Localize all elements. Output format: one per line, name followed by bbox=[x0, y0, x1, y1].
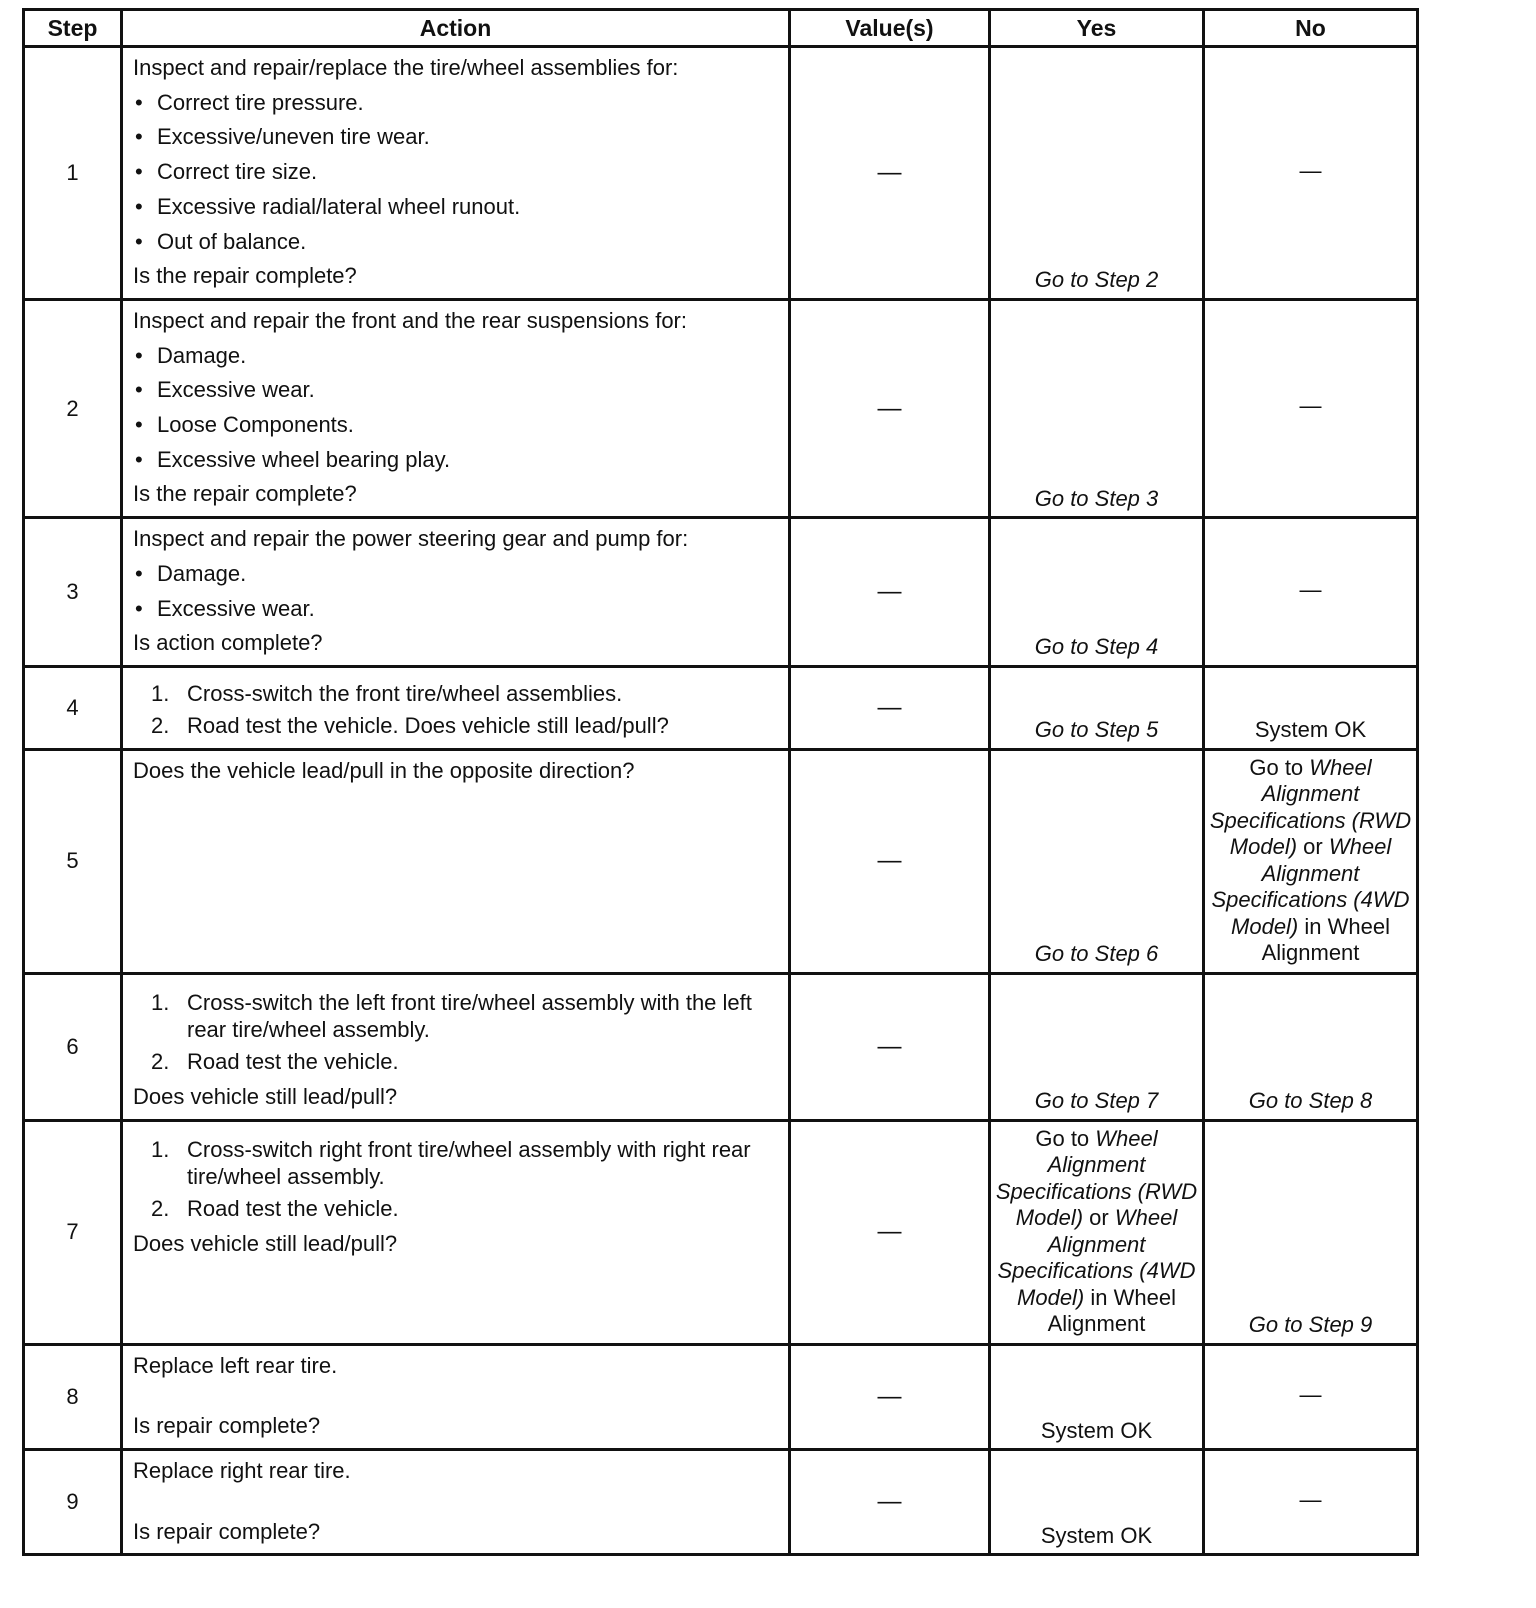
yes-cell bbox=[990, 47, 1204, 300]
wheel-alignment-4wd-link[interactable]: Wheel Alignment Specifications (4WD Model) bbox=[997, 1205, 1196, 1310]
step-number: 1 bbox=[24, 47, 122, 300]
action-cell bbox=[122, 973, 790, 1120]
wheel-alignment-4wd-link[interactable]: Wheel Alignment Specifications (4WD Model) bbox=[1211, 834, 1410, 939]
yes-cell bbox=[990, 749, 1204, 973]
numbered-item-text: Road test the vehicle. bbox=[187, 1195, 399, 1221]
action-cell bbox=[122, 1344, 790, 1449]
no-cell bbox=[1204, 973, 1418, 1120]
header-row bbox=[24, 10, 1418, 47]
yes-cell: System OK bbox=[990, 1450, 1204, 1555]
table-row bbox=[24, 749, 1418, 973]
yes-text: in Wheel Alignment bbox=[1047, 1284, 1176, 1337]
yes-cell bbox=[990, 518, 1204, 667]
numbered-item-text: Road test the vehicle. Does vehicle still lead/pull? bbox=[187, 712, 669, 738]
table-row bbox=[24, 973, 1418, 1120]
value-cell: — bbox=[790, 749, 990, 973]
step-number: 8 bbox=[24, 1344, 122, 1449]
action-cell bbox=[122, 666, 790, 749]
table-row bbox=[24, 666, 1418, 749]
header-values: Value(s) bbox=[790, 10, 990, 47]
yes-link[interactable]: Go to Step 2 bbox=[1034, 267, 1159, 293]
action-bullet: • Correct tire pressure. bbox=[133, 86, 780, 121]
value-cell: — bbox=[790, 518, 990, 667]
wheel-alignment-rwd-link[interactable]: Wheel Alignment Specifications (RWD Model) bbox=[995, 1125, 1198, 1231]
yes-link[interactable]: Go to Step 3 bbox=[1034, 485, 1159, 511]
action-cell bbox=[122, 1120, 790, 1344]
action-bullet: • Excessive/uneven tire wear. bbox=[133, 120, 780, 155]
action-bullet: • Out of balance. bbox=[133, 225, 780, 260]
yes-cell bbox=[990, 299, 1204, 517]
value-cell: — bbox=[790, 1120, 990, 1344]
no-cell bbox=[1204, 749, 1418, 973]
yes-cell: System OK bbox=[990, 1344, 1204, 1449]
numbered-item-text: Cross-switch the front tire/wheel assemblies. bbox=[187, 680, 623, 706]
no-cell: — bbox=[1204, 299, 1418, 517]
yes-cell bbox=[990, 1120, 1204, 1344]
step-number: 2 bbox=[24, 299, 122, 517]
value-cell: — bbox=[790, 299, 990, 517]
yes-link[interactable]: Go to Step 6 bbox=[1034, 941, 1159, 967]
action-intro: Inspect and repair/replace the tire/wheel assemblies for: bbox=[133, 55, 679, 80]
action-intro: Inspect and repair the front and the rear suspensions for: bbox=[133, 307, 687, 333]
header-step: Step bbox=[24, 10, 122, 47]
table-row bbox=[24, 1120, 1418, 1344]
action-question: Is action complete? bbox=[133, 630, 323, 656]
header-action: Action bbox=[122, 10, 790, 47]
step-number: 3 bbox=[24, 518, 122, 667]
yes-link[interactable]: Go to Step 5 bbox=[1034, 717, 1159, 743]
no-cell: — bbox=[1204, 47, 1418, 300]
action-question: Is repair complete? bbox=[133, 1413, 321, 1439]
no-link[interactable]: Go to Step 9 bbox=[1248, 1312, 1373, 1338]
numbered-item-text: Cross-switch the left front tire/wheel assembly with the left rear tire/wheel assembly. bbox=[187, 989, 752, 1042]
numbered-item: 2. Road test the vehicle. bbox=[151, 1195, 399, 1221]
step-number: 7 bbox=[24, 1120, 122, 1344]
no-cell: — bbox=[1204, 1450, 1418, 1555]
numbered-item: 1. Cross-switch the front tire/wheel assemblies. bbox=[151, 680, 623, 706]
table-row bbox=[24, 47, 1418, 300]
action-bullet: • Damage. bbox=[133, 557, 780, 592]
header-yes: Yes bbox=[990, 10, 1204, 47]
no-cell: System OK bbox=[1204, 666, 1418, 749]
diagnostic-table bbox=[22, 8, 1419, 1556]
action-bullet: • Correct tire size. bbox=[133, 155, 780, 190]
action-bullet: • Excessive wear. bbox=[133, 373, 780, 408]
action-question: Does the vehicle lead/pull in the opposite direction? bbox=[133, 757, 635, 783]
action-bullet: • Excessive wear. bbox=[133, 592, 780, 627]
no-text: or bbox=[1297, 834, 1329, 860]
action-question: Does vehicle still lead/pull? bbox=[133, 1083, 398, 1109]
action-bullet: • Loose Components. bbox=[133, 408, 780, 443]
action-bullet: • Damage. bbox=[133, 339, 780, 374]
step-number: 4 bbox=[24, 666, 122, 749]
yes-cell bbox=[990, 666, 1204, 749]
header-no: No bbox=[1204, 10, 1418, 47]
numbered-item: 2. Road test the vehicle. Does vehicle still lead/pull? bbox=[151, 712, 669, 738]
action-question: Is the repair complete? bbox=[133, 481, 357, 507]
no-link[interactable]: Go to Step 8 bbox=[1248, 1088, 1373, 1114]
value-cell: — bbox=[790, 47, 990, 300]
action-cell bbox=[122, 749, 790, 973]
action-intro: Replace right rear tire. bbox=[133, 1458, 351, 1484]
action-question: Is repair complete? bbox=[133, 1518, 321, 1544]
step-number: 6 bbox=[24, 973, 122, 1120]
action-cell bbox=[122, 299, 790, 517]
table-row bbox=[24, 518, 1418, 667]
table-row bbox=[24, 1344, 1418, 1449]
step-number: 5 bbox=[24, 749, 122, 973]
numbered-item: 1. Cross-switch the left front tire/wheel assembly with the left rear tire/wheel assembly. bbox=[151, 989, 752, 1042]
numbered-item-text: Cross-switch right front tire/wheel assembly with right rear tire/wheel assembly. bbox=[187, 1136, 751, 1189]
yes-link[interactable]: Go to Step 7 bbox=[1034, 1088, 1159, 1114]
action-cell bbox=[122, 1450, 790, 1555]
value-cell: — bbox=[790, 666, 990, 749]
table-row bbox=[24, 299, 1418, 517]
action-cell bbox=[122, 47, 790, 300]
value-cell: — bbox=[790, 973, 990, 1120]
action-intro: Replace left rear tire. bbox=[133, 1352, 338, 1378]
action-question: Does vehicle still lead/pull? bbox=[133, 1230, 398, 1256]
numbered-item-text: Road test the vehicle. bbox=[187, 1048, 399, 1074]
action-question: Is the repair complete? bbox=[133, 263, 357, 289]
yes-text: Go to bbox=[1035, 1125, 1096, 1151]
action-bullet: • Excessive wheel bearing play. bbox=[133, 443, 780, 478]
no-cell: — bbox=[1204, 1344, 1418, 1449]
step-number: 9 bbox=[24, 1450, 122, 1555]
no-text: in Wheel Alignment bbox=[1261, 913, 1390, 966]
yes-text: or bbox=[1083, 1205, 1115, 1231]
table-row bbox=[24, 1450, 1418, 1555]
value-cell: — bbox=[790, 1450, 990, 1555]
wheel-alignment-rwd-link[interactable]: Wheel Alignment Specifications (RWD Model) bbox=[1209, 754, 1412, 860]
yes-cell bbox=[990, 973, 1204, 1120]
no-cell: — bbox=[1204, 518, 1418, 667]
action-intro: Inspect and repair the power steering gear and pump for: bbox=[133, 526, 689, 552]
no-cell bbox=[1204, 1120, 1418, 1344]
numbered-item: 2. Road test the vehicle. bbox=[151, 1048, 399, 1074]
value-cell: — bbox=[790, 1344, 990, 1449]
yes-link[interactable]: Go to Step 4 bbox=[1034, 634, 1159, 660]
no-text: Go to bbox=[1249, 754, 1310, 780]
action-bullet: • Excessive radial/lateral wheel runout. bbox=[133, 190, 780, 225]
numbered-item: 1. Cross-switch right front tire/wheel assembly with right rear tire/wheel assembly. bbox=[151, 1136, 751, 1189]
action-cell bbox=[122, 518, 790, 667]
